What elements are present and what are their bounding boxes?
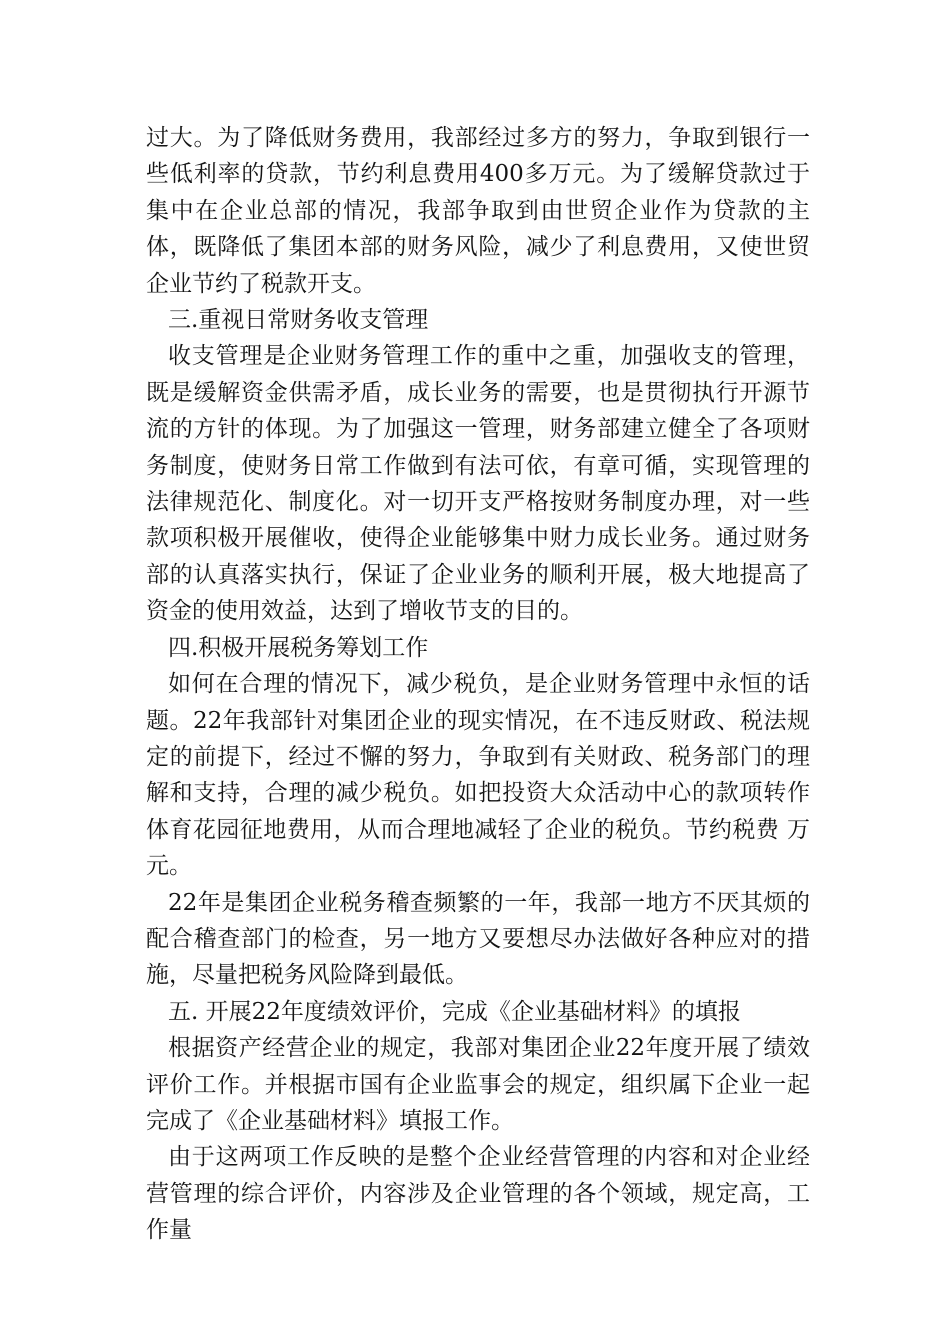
paragraph-workload: 由于这两项工作反映的是整个企业经营管理的内容和对企业经营管理的综合评价，内容涉及企业管理的各个领域，规定高，工作量 (146, 1144, 810, 1244)
heading-section-five: 五. 开展22年度绩效评价，完成《企业基础材料》的填报 (168, 998, 741, 1025)
heading-section-four: 四.积极开展税务筹划工作 (168, 634, 429, 661)
paragraph-performance-evaluation: 根据资产经营企业的规定，我部对集团企业22年度开展了绩效评价工作。并根据市国有企业监事会的规定，组织属下企业一起完成了《企业基础材料》填报工作。 (146, 1035, 810, 1134)
paragraph-bank-loans: 过大。为了降低财务费用，我部经过多方的努力，争取到银行一些低利率的贷款，节约利息费用400多万元。为了缓解贷款过于集中在企业总部的情况，我部争取到由世贸企业作为贷款的主体，既降低了集团本部的财务风险，减少了利息费用，又使世贸企业节约了税款开支。 (146, 125, 810, 297)
paragraph-tax-planning: 如何在合理的情况下，减少税负，是企业财务管理中永恒的话题。22年我部针对集团企业的现实情况，在不违反财政、税法规定的前提下，经过不懈的努力，争取到有关财政、税务部门的理解和支持，合理的减少税负。如把投资大众活动中心的款项转作体育花园征地费用，从而合理地减轻了企业的税负。节约税费 万元。 (146, 671, 810, 880)
heading-section-three: 三.重视日常财务收支管理 (168, 307, 429, 334)
paragraph-revenue-expense-management: 收支管理是企业财务管理工作的重中之重，加强收支的管理，既是缓解资金供需矛盾，成长业务的需要，也是贯彻执行开源节流的方针的体现。为了加强这一管理，财务部建立健全了各项财务制度，使财务日常工作做到有法可依，有章可循，实现管理的法律规范化、制度化。对一切开支严格按财务制度办理，对一些款项积极开展催收，使得企业能够集中财力成长业务。通过财务部的认真落实执行，保证了企业业务的顺利开展，极大地提高了资金的使用效益，达到了增收节支的目的。 (146, 343, 810, 625)
document-body (146, 120, 810, 1249)
paragraph-tax-audit: 22年是集团企业税务稽查频繁的一年，我部一地方不厌其烦的配合稽查部门的检查，另一地方又要想尽办法做好各种应对的措施，尽量把税务风险降到最低。 (146, 889, 810, 989)
